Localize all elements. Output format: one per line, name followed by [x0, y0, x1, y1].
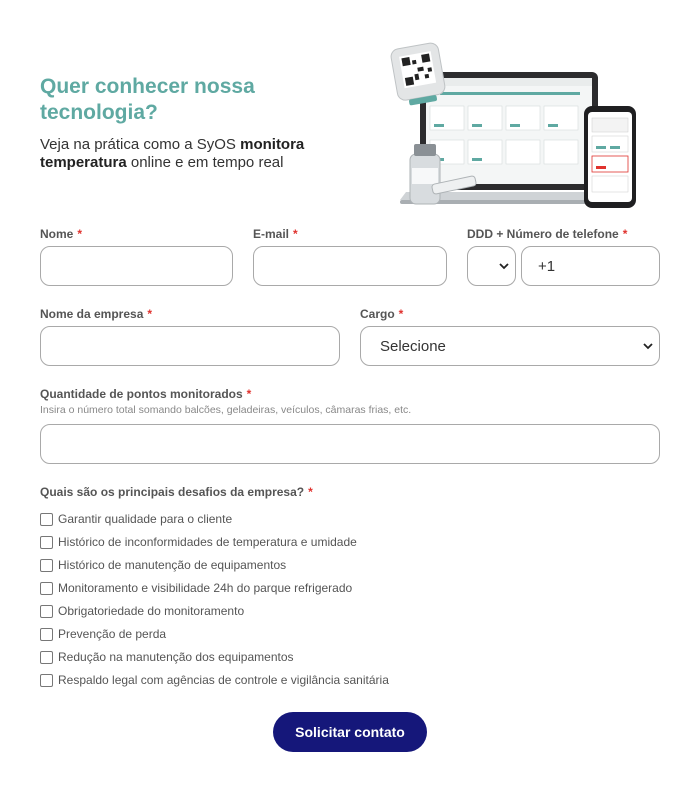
checkbox[interactable] [40, 651, 53, 664]
points-input[interactable] [40, 424, 660, 464]
email-input[interactable] [253, 246, 447, 286]
challenge-option[interactable]: Monitoramento e visibilidade 24h do parque refrigerado [40, 581, 352, 595]
challenge-option[interactable]: Obrigatoriedade do monitoramento [40, 604, 244, 618]
phone-input[interactable] [521, 246, 660, 286]
name-label: Nome * [40, 227, 83, 241]
checkbox[interactable] [40, 582, 53, 595]
checkbox[interactable] [40, 536, 53, 549]
checkbox[interactable] [40, 513, 53, 526]
challenge-option[interactable]: Garantir qualidade para o cliente [40, 512, 232, 526]
points-label: Quantidade de pontos monitorados * [40, 387, 252, 401]
checkbox[interactable] [40, 628, 53, 641]
email-label: E-mail * [253, 227, 298, 241]
phone-prefix: +1 [538, 257, 556, 275]
chevron-down-icon [643, 341, 653, 351]
checkbox[interactable] [40, 605, 53, 618]
role-select[interactable] [360, 326, 660, 366]
challenge-option[interactable]: Histórico de inconformidades de temperatura e umidade [40, 535, 357, 549]
challenge-option[interactable]: Respaldo legal com agências de controle e vigilância sanitária [40, 673, 389, 687]
role-selected-value: Selecione [380, 337, 446, 355]
challenges-label: Quais são os principais desafios da empresa? * [40, 485, 313, 499]
phone-label: DDD + Número de telefone * [467, 227, 628, 241]
chevron-down-icon [499, 261, 509, 271]
hero-subtitle-pre: Veja na prática como a SyOS [40, 136, 241, 153]
hero-subtitle-post: online e em tempo real [126, 154, 284, 171]
name-input[interactable] [40, 246, 233, 286]
challenge-option[interactable]: Histórico de manutenção de equipamentos [40, 558, 286, 572]
company-label: Nome da empresa * [40, 307, 153, 321]
hero-subtitle-bold: monitora temperatura [40, 136, 305, 171]
checkbox[interactable] [40, 559, 53, 572]
product-illustration [386, 42, 638, 214]
hero-subtitle [40, 136, 340, 172]
role-label: Cargo * [360, 307, 404, 321]
country-code-select[interactable] [467, 246, 516, 286]
checkbox[interactable] [40, 674, 53, 687]
challenge-option[interactable]: Prevenção de perda [40, 627, 166, 641]
hero-title: Quer conhecer nossa tecnologia? [40, 75, 255, 124]
challenge-option[interactable]: Redução na manutenção dos equipamentos [40, 650, 294, 664]
submit-button[interactable]: Solicitar contato [273, 712, 427, 752]
points-hint: Insira o número total somando balcões, geladeiras, veículos, câmaras frias, etc. [40, 404, 412, 416]
company-input[interactable] [40, 326, 340, 366]
